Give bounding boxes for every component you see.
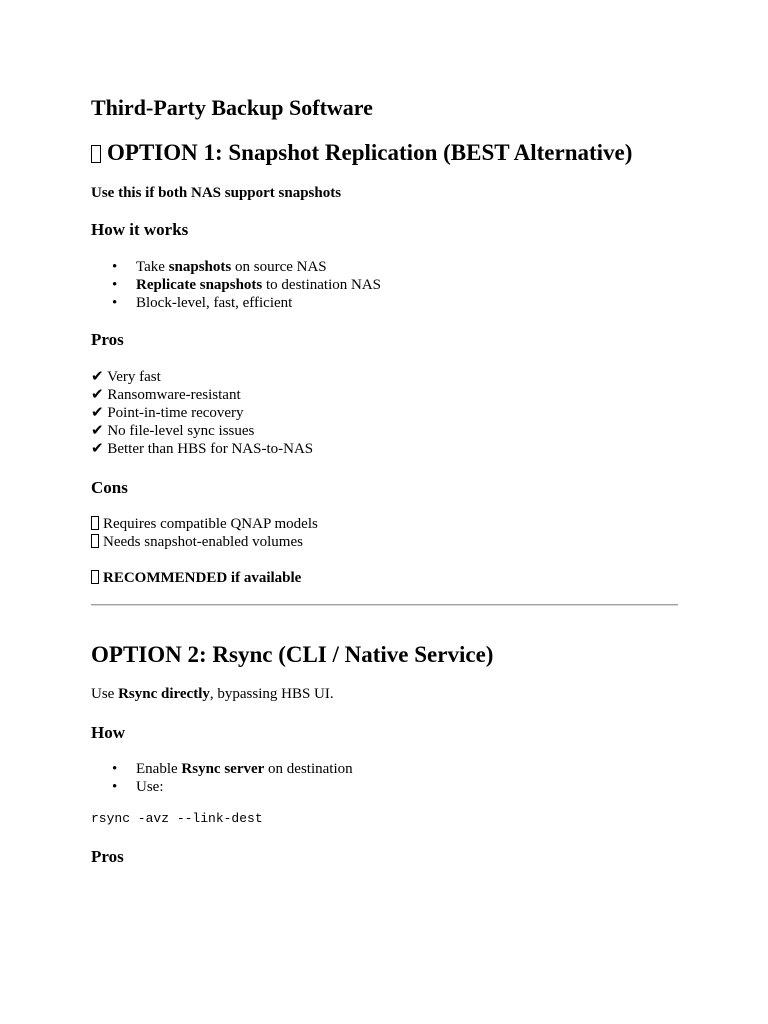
option2-how-heading: How [91, 723, 125, 742]
list-item-text: Block-level, fast, efficient [136, 295, 293, 311]
pros-item-text: Very fast [107, 369, 161, 385]
option1-pros-list [91, 368, 313, 458]
recommendation-text: RECOMMENDED if available [103, 570, 302, 586]
bullet-icon: • [112, 259, 118, 275]
section-divider [91, 604, 678, 606]
intro-bold: Rsync directly [118, 686, 210, 702]
list-item-bold: Replicate snapshots [136, 277, 263, 293]
option1-how-heading: How it works [91, 220, 189, 239]
code-snippet: rsync -avz --link-dest [91, 811, 263, 826]
pros-item-text: Point-in-time recovery [107, 405, 244, 421]
pros-item [91, 404, 313, 422]
list-item-bold: snapshots [168, 259, 232, 275]
option2-pros-heading: Pros [91, 847, 124, 866]
check-icon: ✔ [91, 423, 104, 439]
list-item-text: on source NAS [231, 259, 327, 275]
list-item-text: Use: [136, 779, 164, 795]
pros-item-text: Better than HBS for NAS-to-NAS [107, 441, 314, 457]
option1-cons-heading: Cons [91, 478, 128, 497]
intro-text: , bypassing HBS UI. [209, 686, 334, 702]
list-item-text: Enable [136, 761, 182, 777]
list-item [91, 276, 381, 294]
option2-intro [91, 685, 334, 703]
check-icon: ✔ [91, 387, 104, 403]
pros-item [91, 422, 313, 440]
option1-recommendation [91, 569, 301, 587]
option2-how-list [91, 760, 353, 796]
cons-item-text: Needs snapshot-enabled volumes [103, 534, 303, 550]
bullet-icon: • [112, 277, 118, 293]
list-item-text: Take [136, 259, 169, 275]
option1-pros-heading: Pros [91, 330, 124, 349]
pros-item [91, 368, 313, 386]
list-item [91, 258, 381, 276]
cons-item [91, 515, 318, 533]
section-title: Third-Party Backup Software [91, 95, 373, 120]
check-icon: ✔ [91, 405, 104, 421]
missing-glyph-icon [91, 570, 99, 584]
check-icon: ✔ [91, 441, 104, 457]
option1-heading-text: OPTION 1: Snapshot Replication (BEST Alternative) [107, 140, 633, 165]
option2-heading: OPTION 2: Rsync (CLI / Native Service) [91, 642, 494, 667]
option1-cons-list [91, 515, 318, 551]
missing-glyph-icon [91, 516, 99, 530]
missing-glyph-icon [91, 534, 99, 548]
list-item-text: to destination NAS [262, 277, 382, 293]
pros-item [91, 440, 313, 458]
bullet-icon: • [112, 779, 118, 795]
list-item-text: on destination [264, 761, 353, 777]
cons-item [91, 533, 318, 551]
option1-heading [91, 139, 632, 167]
list-item [91, 294, 381, 312]
pros-item-text: No file-level sync issues [107, 423, 255, 439]
list-item [91, 778, 353, 796]
intro-text: Use [91, 686, 119, 702]
missing-glyph-icon [91, 145, 101, 163]
list-item-bold: Rsync server [181, 761, 265, 777]
cons-item-text: Requires compatible QNAP models [103, 516, 318, 532]
check-icon: ✔ [91, 369, 104, 385]
bullet-icon: • [112, 295, 118, 311]
bullet-icon: • [112, 761, 118, 777]
pros-item-text: Ransomware-resistant [107, 387, 241, 403]
list-item [91, 760, 353, 778]
option1-how-list [91, 258, 381, 312]
option1-subtitle: Use this if both NAS support snapshots [91, 185, 342, 201]
pros-item [91, 386, 313, 404]
